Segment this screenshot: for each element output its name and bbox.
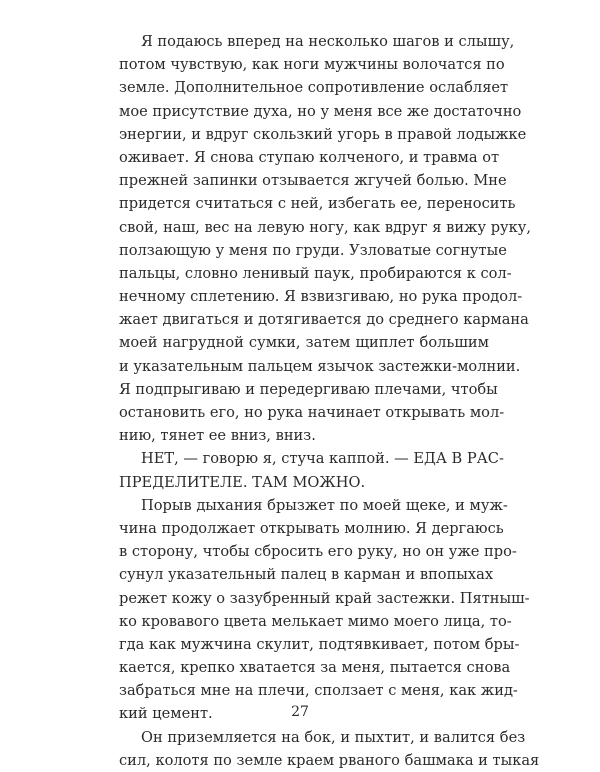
text-line: гда как мужчина скулит, подтявкивает, потом бры-	[119, 635, 520, 653]
paragraph	[119, 726, 540, 772]
paragraph	[119, 494, 530, 726]
text-line: прежней запинки отзывается жгучей болью. Мне	[119, 172, 507, 190]
text-line: пальцы, словно ленивый паук, пробираются к сол-	[119, 264, 512, 282]
text-line: сунул указательный палец в карман и впопыхах	[119, 566, 494, 584]
text-line: энергии, и вдруг скользкий угорь в правой лодыжке	[119, 125, 527, 143]
text-line: моей нагрудной сумки, затем щиплет большим	[119, 334, 489, 352]
text-line: НЕТ, — говорю я, стуча каппой. — ЕДА В РАС-	[141, 450, 504, 468]
body-text	[119, 30, 540, 772]
text-line: жает двигаться и дотягивается до среднего кармана	[119, 311, 529, 329]
text-line: земле. Дополнительное сопротивление ослабляет	[119, 79, 509, 97]
text-line: и указательным пальцем язычок застежки-молнии.	[119, 357, 521, 375]
text-line: в сторону, чтобы сбросить его руку, но он уже про-	[119, 543, 517, 561]
text-line: нечному сплетению. Я взвизгиваю, но рука продол-	[119, 288, 523, 306]
paragraph	[119, 30, 531, 447]
text-line: забраться мне на плечи, сползает с меня, как жид-	[119, 682, 518, 700]
text-line: Я подпрыгиваю и передергиваю плечами, чтобы	[119, 380, 498, 398]
text-line: кий цемент.	[119, 705, 213, 723]
paragraph	[119, 447, 504, 493]
text-line: ко кровавого цвета мелькает мимо моего лица, то-	[119, 612, 512, 630]
text-line: оживает. Я снова ступаю колченого, и травма от	[119, 148, 500, 166]
text-line: сил, колотя по земле краем рваного башмака и тыкая	[119, 751, 540, 769]
text-line: Порыв дыхания брызжет по моей щеке, и муж-	[141, 496, 508, 514]
text-line: режет кожу о зазубренный край застежки. Пятныш-	[119, 589, 530, 607]
text-line: ползающую у меня по груди. Узловатые согнутые	[119, 241, 507, 259]
text-line: остановить его, но рука начинает открывать мол-	[119, 404, 505, 421]
text-line: Он приземляется на бок, и пыхтит, и валится без	[141, 728, 526, 746]
page-number: 27	[291, 704, 309, 720]
text-line: ПРЕДЕЛИТЕЛЕ. ТАМ МОЖНО.	[119, 473, 366, 491]
text-line: чина продолжает открывать молнию. Я дергаюсь	[119, 519, 504, 537]
text-line: кается, крепко хватается за меня, пытается снова	[119, 659, 511, 677]
text-line: потом чувствую, как ноги мужчины волочатся по	[119, 56, 505, 74]
text-line: нию, тянет ее вниз, вниз.	[119, 427, 316, 445]
text-line: мое присутствие духа, но у меня все же достаточно	[119, 102, 522, 120]
text-line: свой, наш, вес на левую ногу, как вдруг я вижу руку,	[119, 218, 531, 236]
text-line: Я подаюсь вперед на несколько шагов и слышу,	[141, 33, 515, 50]
text-line: придется считаться с ней, избегать ее, переносить	[119, 195, 516, 213]
